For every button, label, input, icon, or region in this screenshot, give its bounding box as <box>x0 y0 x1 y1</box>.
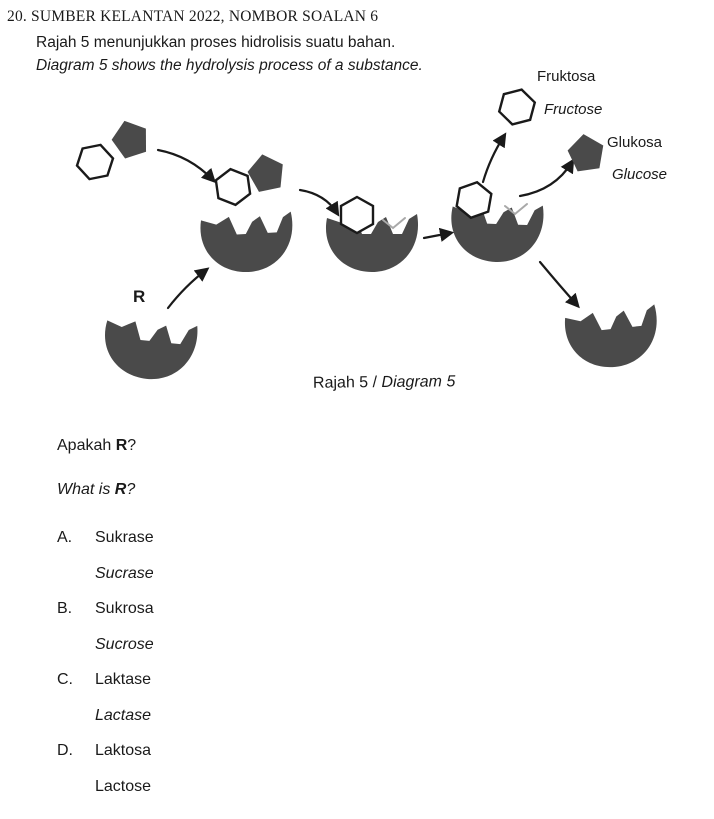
enzyme-free <box>564 304 662 371</box>
substrate-pentagon-free <box>107 115 152 160</box>
option-a-letter: A. <box>57 529 73 546</box>
answer-options <box>57 520 154 804</box>
substrate-hexagon-binding <box>215 167 252 207</box>
option-b-text-en: Sucrose <box>95 635 154 653</box>
page-title: 20. SUMBER KELANTAN 2022, NOMBOR SOALAN 6 <box>7 8 379 25</box>
arrow-r-to-complex <box>168 270 206 308</box>
enzyme-binding <box>200 212 295 275</box>
intro-line-ms: Rajah 5 menunjukkan proses hidrolisis suatu bahan. <box>36 34 396 51</box>
arrow-substrate-to-enzyme <box>158 150 213 180</box>
option-d-letter: D. <box>57 742 73 759</box>
question-en: What is R? <box>57 481 136 498</box>
label-glucose: Glucose <box>612 166 668 183</box>
glucose-pentagon <box>566 132 607 173</box>
label-enzyme-r: R <box>133 287 146 306</box>
substrate-pentagon-binding <box>245 151 288 194</box>
option-c-text-en: Lactase <box>95 706 152 724</box>
substrate-hexagon-free <box>74 140 116 184</box>
arrow-binding-to-complex <box>300 190 337 213</box>
fructose-hexagon <box>497 85 537 128</box>
arrow-complex-to-release <box>424 233 450 238</box>
option-d-text-en: Lactose <box>95 777 152 795</box>
option-c-text-ms: Laktase <box>95 671 152 688</box>
caption-en: Diagram 5 <box>381 373 456 392</box>
diagram-caption <box>313 373 455 392</box>
option-a-text-ms: Sukrase <box>95 529 154 546</box>
option-b-text-ms: Sukrosa <box>95 600 154 617</box>
option-b-letter: B. <box>57 600 73 617</box>
hydrolysis-diagram <box>40 78 680 388</box>
option-b <box>57 591 154 662</box>
option-a-text-en: Sucrase <box>95 564 154 582</box>
option-c <box>57 662 154 733</box>
intro-line-en: Diagram 5 shows the hydrolysis process of a substance. <box>36 57 423 74</box>
question-ms: Apakah R? <box>57 437 137 454</box>
complex-hexagon <box>341 197 373 233</box>
option-d-text-ms: Laktosa <box>95 742 152 759</box>
caption-ms: Rajah 5 / <box>312 374 378 392</box>
arrow-to-glucose <box>520 162 572 196</box>
option-d <box>57 733 154 804</box>
enzyme-r-shape <box>101 316 199 383</box>
label-fruktosa: Fruktosa <box>537 68 596 85</box>
option-c-letter: C. <box>57 671 73 688</box>
label-fructose: Fructose <box>544 101 603 118</box>
arrow-enzyme-released <box>540 262 577 305</box>
option-a <box>57 520 154 591</box>
arrow-to-fructose <box>483 136 504 182</box>
label-glukosa: Glukosa <box>607 134 663 151</box>
